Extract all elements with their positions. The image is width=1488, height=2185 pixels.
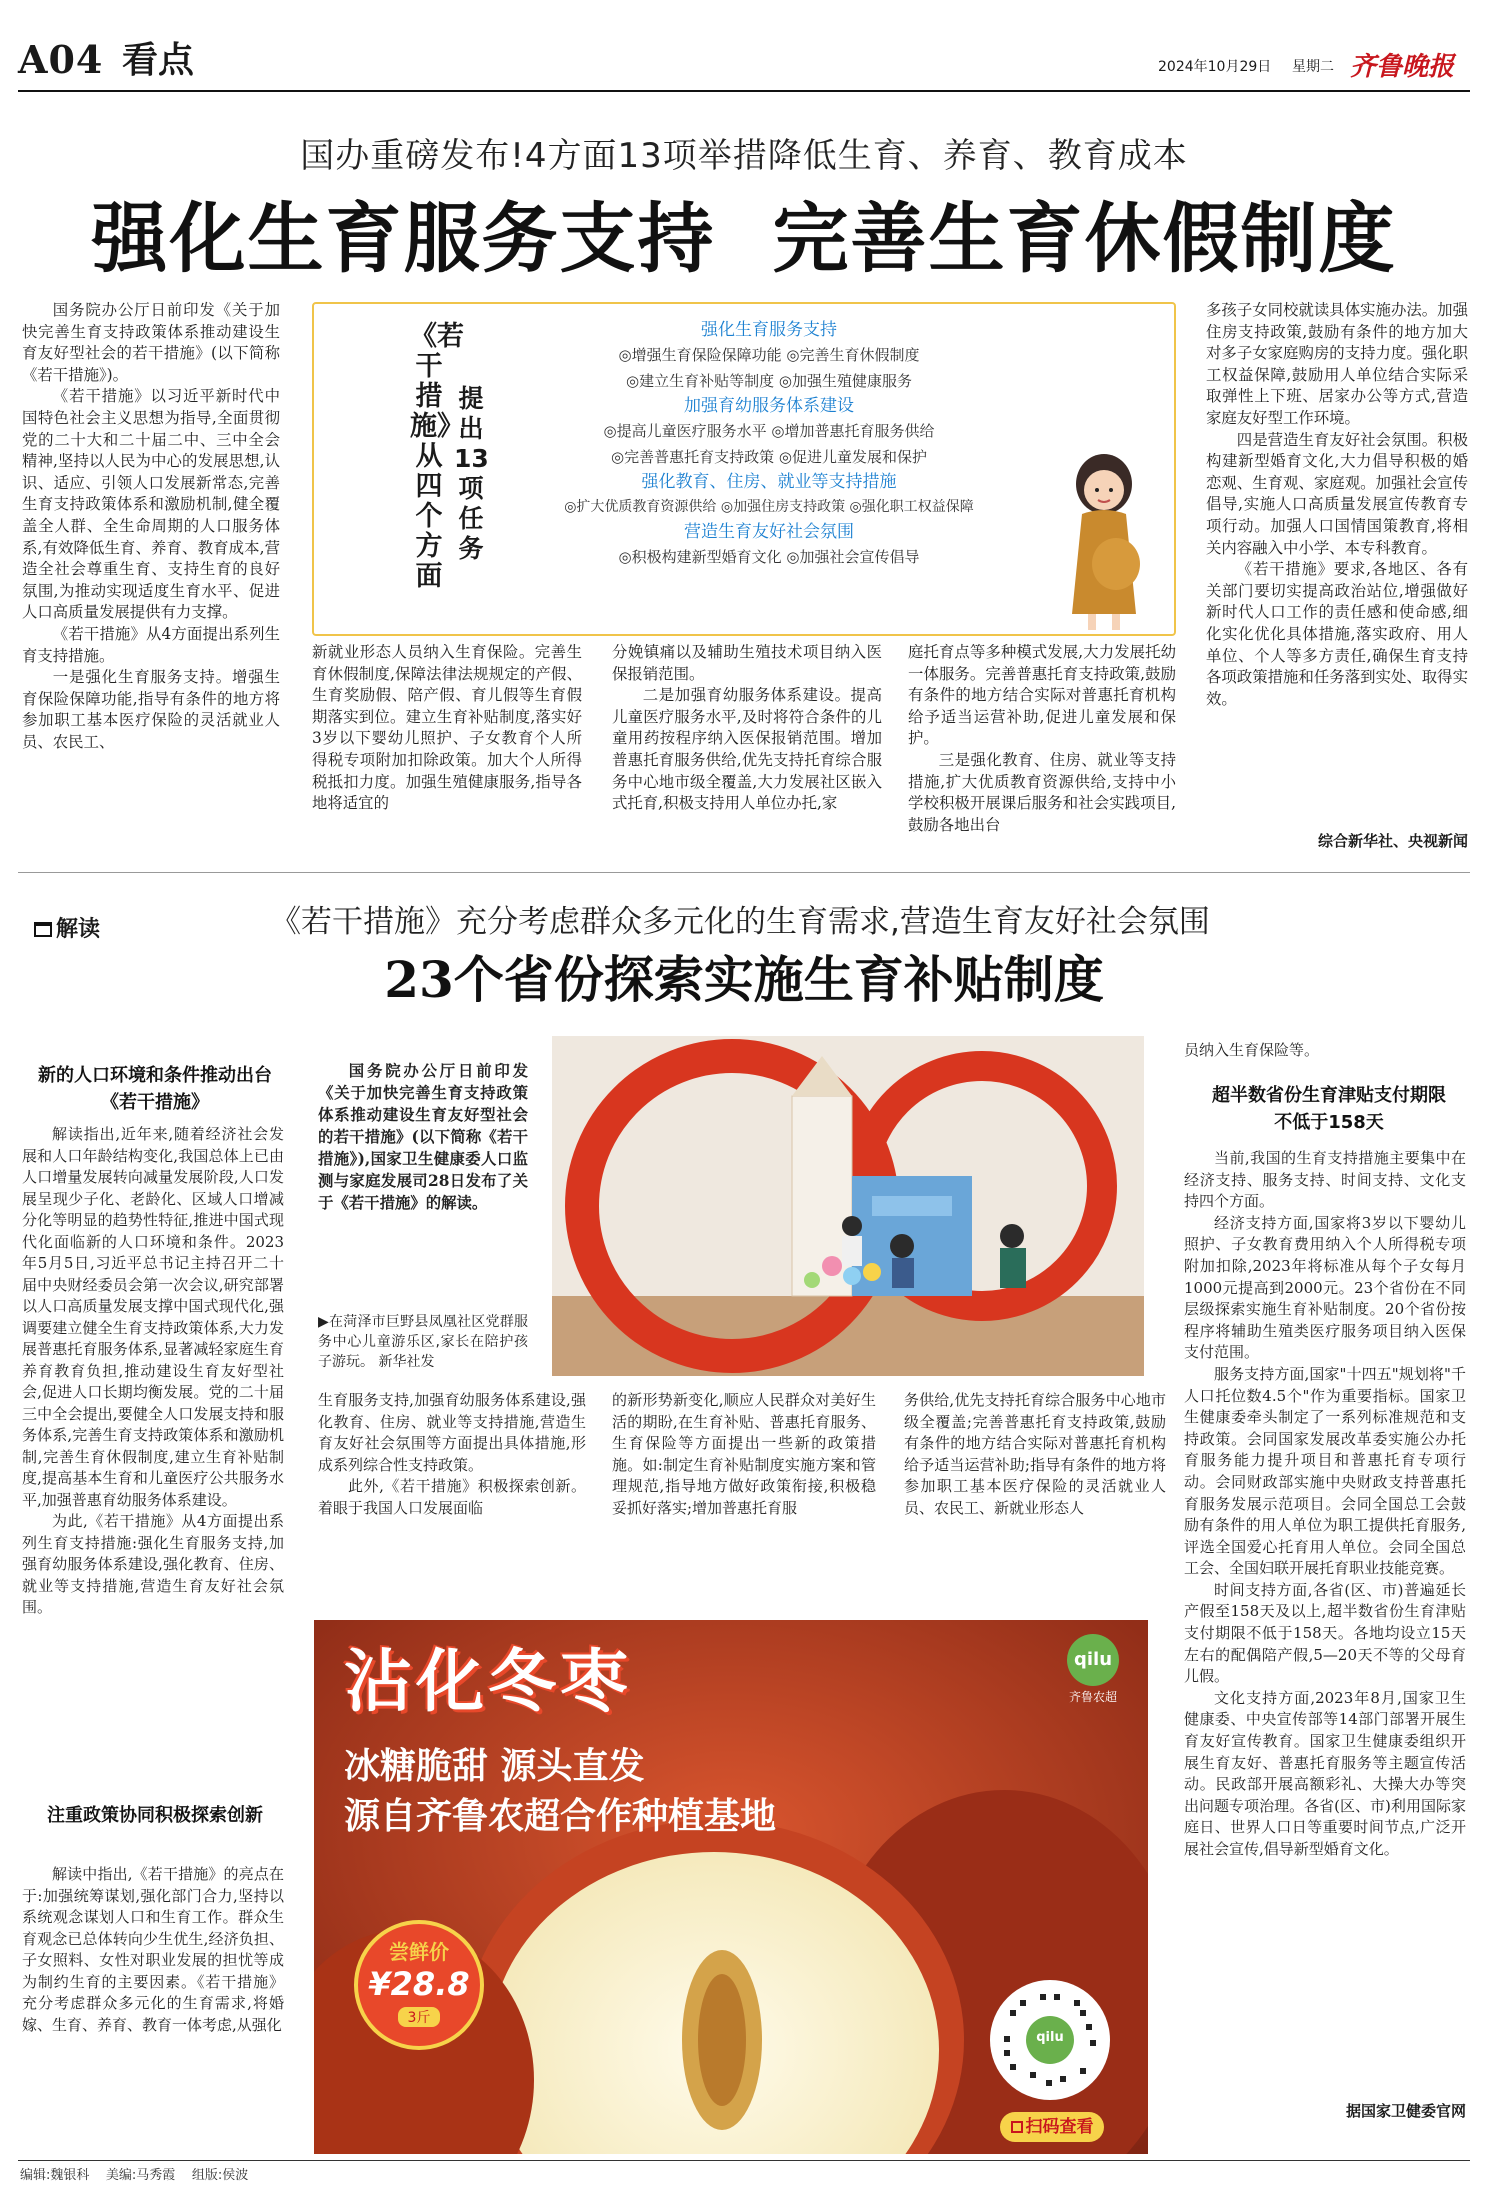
top-col-4: 庭托育点等多种模式发展,大力发展托幼一体服务。完善普惠托育支持政策,鼓励有条件的地方结合实际对普惠托育机构给予适当运营补助,促进儿童发展和保护。 三是强化教育、住房、就业等支持措施,扩大优质教育资源供给,支持中小学校积极开展课后服务和社会实践项目,鼓励各地出台 — [908, 643, 1176, 834]
price-label: 尝鲜价 — [389, 1940, 449, 1964]
ad-line-2: 源自齐鲁农超合作种植基地 — [344, 1796, 777, 1837]
second-col-1b: 解读中指出,《若干措施》的亮点在于:加强统筹谋划,强化部门合力,坚持以系统观念谋划人口和生育工作。群众生育观念已总体转向少生优生,经济负担、子女照料、女性对职业发展的担忧等成为制约生育的主要因素。《若干措施》充分考虑群众多元化的生育需求,将婚嫁、生育、养育、教育一体考虑,从强化 — [22, 1865, 284, 2034]
measures-infobox — [312, 302, 1176, 636]
top-col-5: 多孩子女同校就读具体实施办法。加强住房支持政策,鼓励有条件的地方加大对多子女家庭购房的支持力度。强化职工权益保障,鼓励用人单位结合实际采取弹性上下班、居家办公等方式,营造家庭友好型工作环境。 四是营造生育友好社会氛围。积极构建新型婚育文化,大力倡导积极的婚恋观、生育观、家庭观。加强社会宣传倡导,实施人口高质量发展宣传教育专项行动。加强人口国情国策教育,将相关内容融入中小学、本专科教育。 《若干措施》要求,各地区、各有关部门要切实提高政治站位,增强做好新时代人口工作的责任感和使命感,细化实化优化具体措施,落实政府、用人单位、个人等多方责任,确保生育支持各项政策措施和任务落到实处、取得实效。 — [1206, 301, 1468, 708]
group-item: ◎扩大优质教育资源供给 ◎加强住房支持政策 ◎强化职工权益保障 — [564, 499, 974, 515]
footer-proof: 组版:侯波 — [191, 2168, 249, 2183]
top-col-1: 国务院办公厅日前印发《关于加快完善生育支持政策体系推动建设生育友好型社会的若干措施》(以下简称《若干措施》)。 《若干措施》以习近平新时代中国特色社会主义思想为指导,全面贯彻党的二十大和二十届二中、三中全会精神,坚持以人民为中心的发展思想,认识、适应、引领人口发展新常态,完善生育支持政策体系和激励机制,健全覆盖全人群、全生命周期的人口服务体系,有效降低生育、养育、教育成本,营造全社会尊重生育、支持生育的良好氛围,为推动实现适度生育水平、促进人口高质量发展提供有力支撑。 《若干措施》从4方面提出系列生育支持措施。 一是强化生育服务支持。增强生育保险保障功能,指导有条件的地方将参加职工基本医疗保险的灵活就业人员、农民工、 — [22, 301, 280, 751]
footer-designer: 美编:马秀霞 — [105, 2168, 176, 2183]
qr-logo: qilu — [1036, 2030, 1064, 2045]
playroom-photo — [552, 1036, 1144, 1376]
price-value: ¥28.8 — [368, 1965, 470, 2003]
group-title: 强化教育、住房、就业等支持措施 — [641, 472, 897, 492]
second-right-top: 员纳入生育保险等。 — [1184, 1041, 1320, 1059]
scan-icon — [1011, 2121, 1023, 2133]
group-item: ◎完善普惠托育支持政策 ◎促进儿童发展和保护 — [611, 448, 927, 466]
top-source: 综合新华社、央视新闻 — [1317, 832, 1468, 850]
brand-logo-name: 齐鲁农超 — [1068, 1690, 1117, 1704]
ad-title: 沾化冬枣 — [344, 1643, 633, 1722]
second-col-4: 务供给,优先支持托育综合服务中心地市级全覆盖;完善普惠托育支持政策,鼓励有条件的地方结合实际对普惠托育机构给予适当运营补助;指导有条件的地方将参加职工基本医疗保险的灵活就业人员、农民工、新就业形态人 — [904, 1391, 1166, 1517]
section-name: 看点 — [122, 39, 195, 81]
photo-credit: 新华社发 — [378, 1354, 435, 1370]
playroom-photo-art — [552, 1036, 1144, 1376]
infobox-vertical-title: 《若干措施》从四个方面 — [410, 321, 464, 592]
scan-button[interactable]: 扫码查看 — [1000, 2112, 1104, 2142]
top-col-3: 分娩镇痛以及辅助生殖技术项目纳入医保报销范围。 二是加强育幼服务体系建设。提高儿童医疗服务水平,及时将符合条件的儿童用药按程序纳入医保报销范围。增加普惠托育服务供给,优先支持托育综合服务中心地市级全覆盖,大力发展社区嵌入式托育,积极支持用人单位办托,家 — [612, 643, 882, 813]
footer-rule — [18, 2160, 1470, 2161]
second-source: 据国家卫健委官网 — [1345, 2102, 1466, 2120]
pregnant-woman-illustration — [1054, 444, 1154, 634]
issue-weekday: 星期二 — [1292, 59, 1334, 75]
group-item: ◎增强生育保险保障功能 ◎完善生育休假制度 — [618, 346, 920, 364]
group-item: ◎提高儿童医疗服务水平 ◎增加普惠托育服务供给 — [603, 422, 935, 440]
brand-logo — [1058, 1634, 1128, 1705]
second-kicker: 《若干措施》充分考虑群众多元化的生育需求,营造生育友好社会氛围 — [270, 904, 1210, 940]
infobox-vertical-sub: 提出13项任务 — [454, 384, 489, 563]
page-code: A04 — [18, 37, 104, 82]
price-unit: 3斤 — [398, 2007, 441, 2027]
issue-date: 2024年10月29日 — [1158, 59, 1272, 75]
mini-program-qr[interactable] — [990, 1980, 1110, 2100]
second-col-2: 生育服务支持,加强育幼服务体系建设,强化教育、住房、就业等支持措施,营造生育友好社会氛围等方面提出具体措施,形成系列综合性支持政策。 此外,《若干措施》积极探索创新。着眼于我国人口发展面临 — [318, 1391, 586, 1517]
brand-logo-mark: qilu — [1067, 1634, 1119, 1686]
second-headline: 23个省份探索实施生育补贴制度 — [384, 950, 1104, 1009]
top-headline: 强化生育服务支持 完善生育休假制度 — [91, 194, 1397, 283]
group-item: ◎建立生育补贴等制度 ◎加强生殖健康服务 — [626, 372, 912, 390]
infobox-list — [504, 318, 1034, 570]
footer-editor: 编辑:魏银科 — [20, 2168, 90, 2183]
second-col-3: 的新形势新变化,顺应人民群众对美好生活的期盼,在生育补贴、普惠托育服务、生育保险等方面提出一些新的政策措施。如:制定生育补贴制度实施方案和管理规范,指导地方做好政策衔接,积极稳妥抓好落实;增加普惠托育服 — [612, 1391, 876, 1517]
book-icon — [34, 922, 52, 937]
second-col-1a: 解读指出,近年来,随着经济社会发展和人口年龄结构变化,我国总体上已由人口增量发展转向减量发展阶段,人口发展呈现少子化、老龄化、区域人口增减分化等明显的趋势性特征,推进中国式现代化面临新的人口环境和条件。2023年5月5日,习近平总书记主持召开二十届中央财经委员会第一次会议,研究部署以人口高质量发展支撑中国式现代化,强调要建立健全生育支持政策体系,大力发展普惠托育服务体系,显著减轻家庭生育养育教育负担,推动建设生育友好型社会,促进人口长期均衡发展。党的二十届三中全会提出,要健全人口发展支持和服务体系,完善生育支持政策体系和激励机制,完善生育休假制度,建立生育补贴制度,提高基本生育和儿童医疗公共服务水平,加强普惠育幼服务体系建设。 为此,《若干措施》从4方面提出系列生育支持措施:强化生育服务支持,加强育幼服务体系建设,强化教育、住房、就业等支持措施,营造生育友好社会氛围。 — [22, 1125, 284, 1616]
masthead-logo: 齐鲁晚报 — [1350, 52, 1455, 82]
group-title: 营造生育友好社会氛围 — [684, 522, 854, 542]
top-kicker: 国办重磅发布!4方面13项举措降低生育、养育、教育成本 — [300, 136, 1188, 176]
subhead-2: 注重政策协同积极探索创新 — [47, 1805, 263, 1826]
price-badge — [354, 1920, 484, 2050]
top-col-2: 新就业形态人员纳入生育保险。完善生育休假制度,保障法律法规规定的产假、生育奖励假、陪产假、育儿假等生育假期落实到位。建立生育补贴制度,落实好3岁以下婴幼儿照护、子女教育个人所得税专项附加扣除政策。加大个人所得税抵扣力度。加强生殖健康服务,指导各地将适宜的 — [312, 643, 582, 813]
group-title: 加强育幼服务体系建设 — [684, 396, 854, 416]
group-title: 强化生育服务支持 — [701, 320, 837, 340]
header-rule — [18, 90, 1470, 92]
footer-credits — [20, 2164, 248, 2183]
ad-line-1: 冰糖脆甜 源头直发 — [344, 1746, 645, 1787]
subhead-1: 新的人口环境和条件推动出台《若干措施》 — [38, 1065, 272, 1113]
jujube-ad[interactable] — [314, 1620, 1148, 2154]
subhead-3: 超半数省份生育津贴支付期限不低于158天 — [1212, 1085, 1446, 1133]
group-item: ◎积极构建新型婚育文化 ◎加强社会宣传倡导 — [618, 548, 920, 566]
photo-caption: ▶在菏泽市巨野县凤凰社区党群服务中心儿童游乐区,家长在陪护孩子游玩。 新华社发 — [318, 1314, 528, 1370]
section-divider — [18, 872, 1470, 873]
interpretation-tag: 解读 — [34, 912, 100, 943]
second-right-col: 当前,我国的生育支持措施主要集中在经济支持、服务支持、时间支持、文化支持四个方面。 经济支持方面,国家将3岁以下婴幼儿照护、子女教育费用纳入个人所得税专项附加扣除,2023年将标准从每个子女每月1000元提高到2000元。23个省份在不同层级探索实施生育补贴制度。20个省份按程序将辅助生殖类医疗服务项目纳入医保支付范围。 服务支持方面,国家"十四五"规划将"千人口托位数4.5个"作为重要指标。国家卫生健康委牵头制定了一系列标准规范和支持政策。会同国家发展改革委实施公办托育服务能力提升项目和普惠托育专项行动。会同财政部实施中央财政支持普惠托育服务发展示范项目。会同全国总工会鼓励有条件的用人单位为职工提供托育服务,评选全国爱心托育用人单位。会同全国总工会、全国妇联开展托育职业技能竞赛。 时间支持方面,各省(区、市)普遍延长产假至158天及以上,超半数省份生育津贴支付期限不低于158天。各地均设立15天左右的配偶陪产假,5—20天不等的父母育儿假。 文化支持方面,2023年8月,国家卫生健康委、中央宣传部等14部门部署开展生育友好宣传教育。国家卫生健康委组织开展生育友好、普惠托育服务等主题宣传活动。民政部开展高额彩礼、大操大办等突出问题专项治理。各省(区、市)利用国际家庭日、世界人口日等重要时间节点,广泛开展社会宣传,倡导新型婚育文化。 — [1184, 1149, 1466, 1858]
intro-paragraph: 国务院办公厅日前印发《关于加快完善生育支持政策体系推动建设生育友好型社会的若干措施》(以下简称《若干措施》),国家卫生健康委人口监测与家庭发展司28日发布了关于《若干措施》的解读。 — [318, 1062, 528, 1212]
